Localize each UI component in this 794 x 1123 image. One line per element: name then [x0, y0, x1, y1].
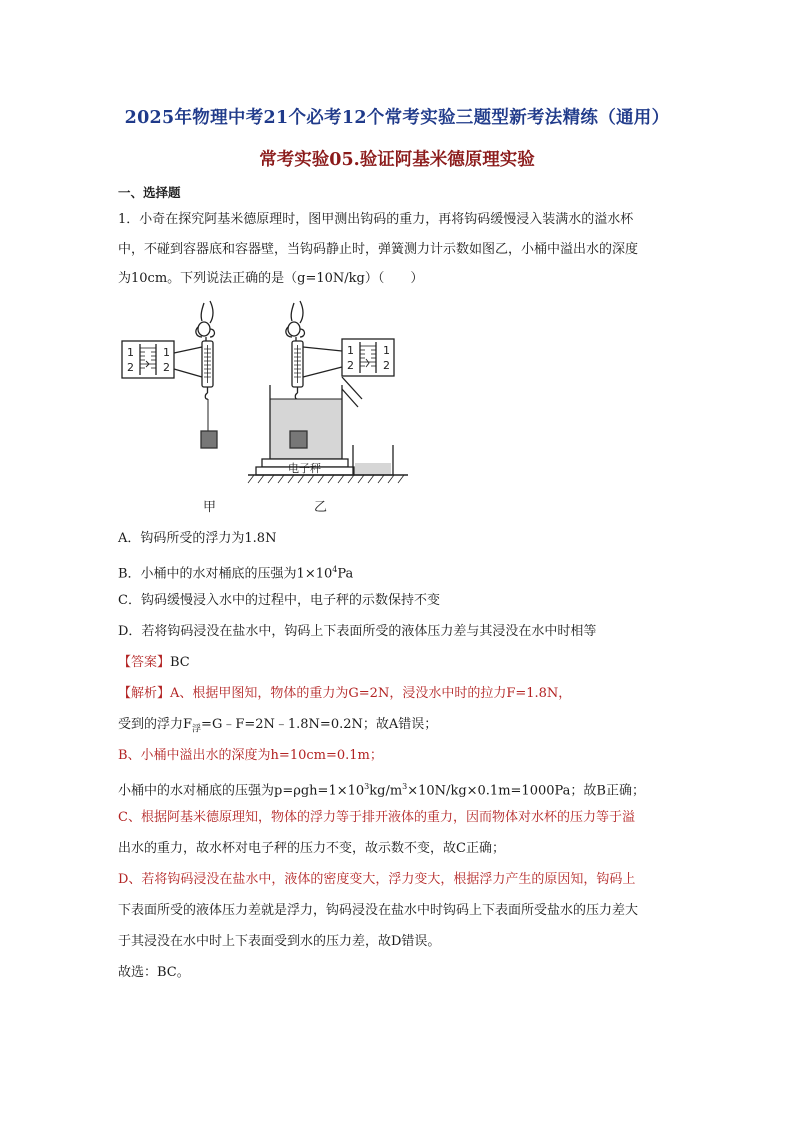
zoom-tick-1-right: 1	[163, 346, 170, 359]
overflow-spout	[342, 377, 362, 407]
analysis-line-5: C、根据阿基米德原理知，物体的浮力等于排开液体的重力，因而物体对水杯的压力等于溢	[118, 810, 635, 825]
question-line-1: 1．小奇在探究阿基米德原理时，图甲测出钩码的重力，再将钩码缓慢浸入装满水的溢水杯	[118, 212, 634, 227]
analysis-line-4: 小桶中的水对桶底的压强为$p=\rho gh=1\times 10^3kg/m^3\times 10N/kg\times 0.1m=1000Pa$；故B正确；	[118, 782, 645, 799]
hand-yi-icon	[286, 301, 305, 337]
analysis-line-6: 出水的重力，故水杯对电子秤的压力不变，故示数不变，故C正确；	[118, 841, 505, 856]
zoom-tick-1-right-yi: 1	[383, 344, 390, 357]
zoom-tick-2-right-yi: 2	[383, 359, 390, 372]
question-line-3: 为10cm。下列说法正确的是（g=10N/kg）（ ）	[118, 271, 424, 286]
document-title: 2025年物理中考21个必考12个常考实验三题型新考法精练（通用）	[124, 108, 670, 128]
section-heading: 一、选择题	[118, 185, 181, 200]
option-c: C．钩码缓慢浸入水中的过程中，电子秤的示数保持不变	[118, 593, 440, 608]
analysis-label: 【解析】	[118, 686, 171, 701]
document-subtitle: 常考实验05.验证阿基米德原理实验	[259, 150, 535, 170]
answer-value: BC	[170, 655, 190, 670]
zoom-tick-1-left: 1	[127, 346, 134, 359]
question-line-2: 中，不碰到容器底和容器壁，当钩码静止时，弹簧测力计示数如图乙，小桶中溢出水的深度	[118, 242, 639, 257]
small-bucket-water	[355, 463, 391, 475]
answer-line	[118, 655, 190, 671]
option-b: B．小桶中的水对桶底的压强为$1\times 10^4Pa$	[118, 565, 354, 582]
analysis-line-3: B、小桶中溢出水的深度为h=10cm=0.1m；	[118, 748, 383, 763]
zoom-tick-1-left-yi: 1	[347, 344, 354, 357]
answer-label: 【答案】	[118, 655, 171, 670]
analysis-line-1: 【解析】A、根据甲图知，物体的重力为G=2N，浸没水中时的拉力F=1.8N，	[118, 686, 572, 701]
figure-label-yi: 乙	[314, 500, 328, 515]
hook-weight-yi	[290, 431, 307, 448]
analysis-line-2: 受到的浮力$F_浮=G﹣F=2N﹣1.8N=0.2N$；故A错误；	[118, 717, 438, 735]
hook-weight-jia	[201, 431, 217, 448]
option-a: A．钩码所受的浮力为1.8N	[118, 531, 277, 546]
zoom-tick-2-left: 2	[127, 361, 134, 374]
experiment-figure	[118, 297, 418, 519]
analysis-line-8: 下表面所受的液体压力差就是浮力，钩码浸没在盐水中时钩码上下表面所受盐水的压力差大	[118, 903, 639, 918]
analysis-line-7: D、若将钩码浸没在盐水中，液体的密度变大，浮力变大，根据浮力产生的原因知，钩码上	[118, 872, 636, 887]
analysis-line-9: 于其浸没在水中时上下表面受到水的压力差，故D错误。	[118, 934, 441, 949]
option-d: D．若将钩码浸没在盐水中，钩码上下表面所受的液体压力差与其浸没在水中时相等	[118, 624, 597, 639]
analysis-conclusion: 故选：BC。	[118, 965, 190, 980]
water-fill	[270, 399, 342, 459]
hand-jia-icon	[196, 301, 215, 337]
figure-label-jia: 甲	[203, 500, 217, 515]
zoom-tick-2-left-yi: 2	[347, 359, 354, 372]
zoom-tick-2-right: 2	[163, 361, 170, 374]
scale-label: 电子秤	[288, 462, 321, 475]
